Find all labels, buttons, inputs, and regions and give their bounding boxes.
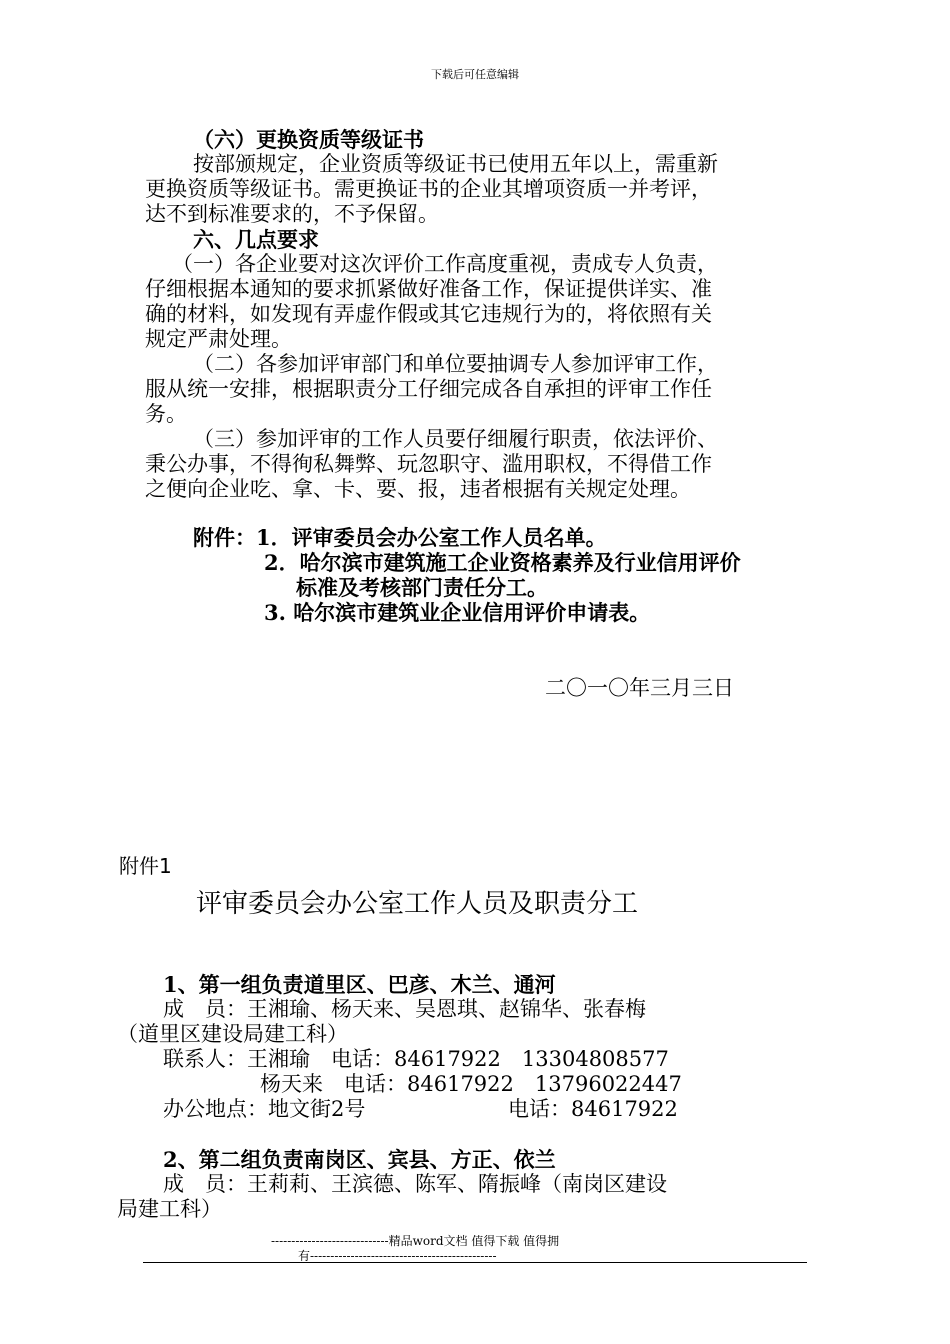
group1-office: 办公地点：地文街2号 (163, 1097, 366, 1121)
paragraph-line: （二）各参加评审部门和单位要抽调专人参加评审工作， (193, 352, 718, 376)
document-date: 二〇一〇年三月三日 (545, 676, 734, 700)
group1-contact: 联系人：王湘瑜 电话：84617922 13304808577 (163, 1047, 669, 1071)
group1-office-phone: 电话：84617922 (508, 1097, 678, 1121)
paragraph-line: 达不到标准要求的，不予保留。 (145, 202, 439, 226)
paragraph-line: 确的材料，如发现有弄虚作假或其它违规行为的，将依照有关 (145, 302, 712, 326)
paragraph-line: 秉公办事，不得徇私舞弊、玩忽职守、滥用职权，不得借工作 (145, 452, 712, 476)
attachment-item: 2．哈尔滨市建筑施工企业资格素养及行业信用评价 (264, 550, 741, 575)
footer-line: 有---------------------------------------------- (298, 1249, 497, 1263)
attachment-item-continued: 标准及考核部门责任分工。 (296, 575, 548, 600)
paragraph-line: 之便向企业吃、拿、卡、要、报，违者根据有关规定处理。 (145, 477, 691, 501)
group2-members: 成 员：王莉莉、王滨德、陈军、隋振峰（南岗区建设 (163, 1172, 667, 1196)
group1-members-cont: （道里区建设局建工科） (117, 1022, 348, 1046)
paragraph-line: （三）参加评审的工作人员要仔细履行职责，依法评价、 (193, 427, 718, 451)
paragraph-line: 按部颁规定，企业资质等级证书已使用五年以上，需重新 (193, 152, 718, 176)
footer-line: -----------------------------精品word文档 值得下载 值得拥 (271, 1234, 560, 1248)
appendix-title: 评审委员会办公室工作人员及职责分工 (196, 889, 639, 919)
group2-members-cont: 局建工科） (117, 1197, 222, 1221)
attachment-item: 3. 哈尔滨市建筑业企业信用评价申请表。 (264, 600, 651, 625)
header-note: 下载后可任意编辑 (431, 68, 519, 81)
attachments-label: 附件： (193, 525, 256, 550)
section6-heading: （六）更换资质等级证书 (193, 127, 424, 152)
requirements-heading: 六、几点要求 (193, 227, 319, 252)
paragraph-line: 仔细根据本通知的要求抓紧做好准备工作，保证提供详实、准 (145, 277, 712, 301)
paragraph-line: 服从统一安排，根据职责分工仔细完成各自承担的评审工作任 (145, 377, 712, 401)
group1-heading: 1、第一组负责道里区、巴彦、木兰、通河 (163, 972, 556, 997)
paragraph-line: 更换资质等级证书。需更换证书的企业其增项资质一并考评， (145, 177, 712, 201)
group1-contact: 杨天来 电话：84617922 13796022447 (260, 1072, 682, 1096)
footer-divider (143, 1262, 807, 1263)
group1-members: 成 员：王湘瑜、杨天来、吴恩琪、赵锦华、张春梅 (163, 997, 646, 1021)
paragraph-line: （一）各企业要对这次评价工作高度重视，责成专人负责， (172, 252, 718, 276)
paragraph-line: 务。 (145, 402, 187, 426)
appendix-label: 附件1 (119, 854, 172, 878)
paragraph-line: 规定严肃处理。 (145, 327, 292, 351)
attachment-item: 1．评审委员会办公室工作人员名单。 (256, 525, 607, 550)
group2-heading: 2、第二组负责南岗区、宾县、方正、依兰 (163, 1147, 556, 1172)
